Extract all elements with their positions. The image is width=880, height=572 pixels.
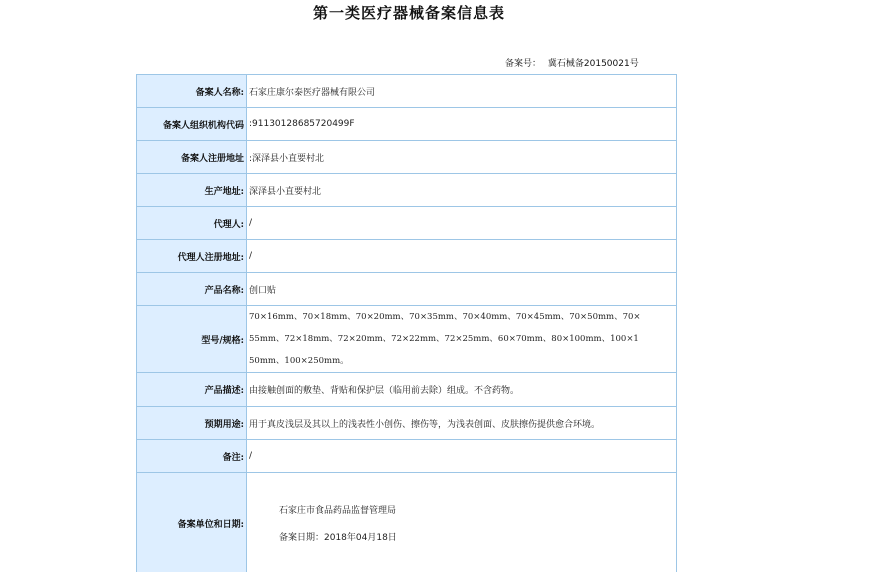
info-table bbox=[136, 74, 677, 572]
org-code-value: :91130128685720499F bbox=[247, 108, 677, 141]
table-row bbox=[137, 240, 677, 273]
production-address-label: 生产地址: bbox=[137, 174, 247, 207]
table-row bbox=[137, 108, 677, 141]
org-code-label: 备案人组织机构代码 bbox=[137, 108, 247, 141]
table-row bbox=[137, 273, 677, 306]
table-row bbox=[137, 373, 677, 407]
product-name-value: 创口贴 bbox=[247, 273, 677, 306]
product-description-value: 由接触创面的敷垫、背贴和保护层（临用前去除）组成。不含药物。 bbox=[247, 373, 677, 407]
table-row bbox=[137, 75, 677, 108]
table-row bbox=[137, 207, 677, 240]
table-row bbox=[137, 174, 677, 207]
spec-line: 70×16mm、70×18mm、70×20mm、70×35mm、70×40mm、70×45mm、70×50mm、70× bbox=[249, 312, 641, 322]
applicant-name-value: 石家庄康尔泰医疗器械有限公司 bbox=[247, 75, 677, 108]
table-row bbox=[137, 473, 677, 572]
spec-line: 50mm、100×250mm。 bbox=[249, 356, 349, 366]
table-row bbox=[137, 440, 677, 473]
agent-value: / bbox=[247, 207, 677, 240]
spec-line: 55mm、72×18mm、72×20mm、72×22mm、72×25mm、60×70mm、80×100mm、100×1 bbox=[249, 334, 639, 344]
agent-label: 代理人: bbox=[137, 207, 247, 240]
remarks-value: / bbox=[247, 440, 677, 473]
filing-unit-label: 备案单位和日期: bbox=[137, 473, 247, 572]
table-row bbox=[137, 306, 677, 373]
table-row bbox=[137, 141, 677, 174]
spec-label: 型号/规格: bbox=[137, 306, 247, 373]
applicant-name-label: 备案人名称: bbox=[137, 75, 247, 108]
agent-address-label: 代理人注册地址: bbox=[137, 240, 247, 273]
product-name-label: 产品名称: bbox=[137, 273, 247, 306]
page-title: 第一类医疗器械备案信息表 bbox=[312, 4, 505, 22]
filing-unit-value bbox=[247, 473, 677, 572]
intended-use-value: 用于真皮浅层及其以上的浅表性小创伤、擦伤等，为浅表创面、皮肤擦伤提供愈合环境。 bbox=[247, 407, 677, 440]
record-number bbox=[505, 56, 639, 69]
production-address-value: 深泽县小直要村北 bbox=[247, 174, 677, 207]
filing-org: 石家庄市食品药品监督管理局 bbox=[279, 506, 397, 516]
filing-date: 备案日期：2018年04月18日 bbox=[279, 533, 397, 543]
spec-value bbox=[247, 306, 677, 373]
remarks-label: 备注: bbox=[137, 440, 247, 473]
record-number-value: 冀石械备20150021号 bbox=[547, 59, 639, 69]
table-row bbox=[137, 407, 677, 440]
record-number-label: 备案号： bbox=[505, 59, 542, 69]
registered-address-label: 备案人注册地址 bbox=[137, 141, 247, 174]
agent-address-value: / bbox=[247, 240, 677, 273]
registered-address-value: :深泽县小直要村北 bbox=[247, 141, 677, 174]
intended-use-label: 预期用途: bbox=[137, 407, 247, 440]
product-description-label: 产品描述: bbox=[137, 373, 247, 407]
